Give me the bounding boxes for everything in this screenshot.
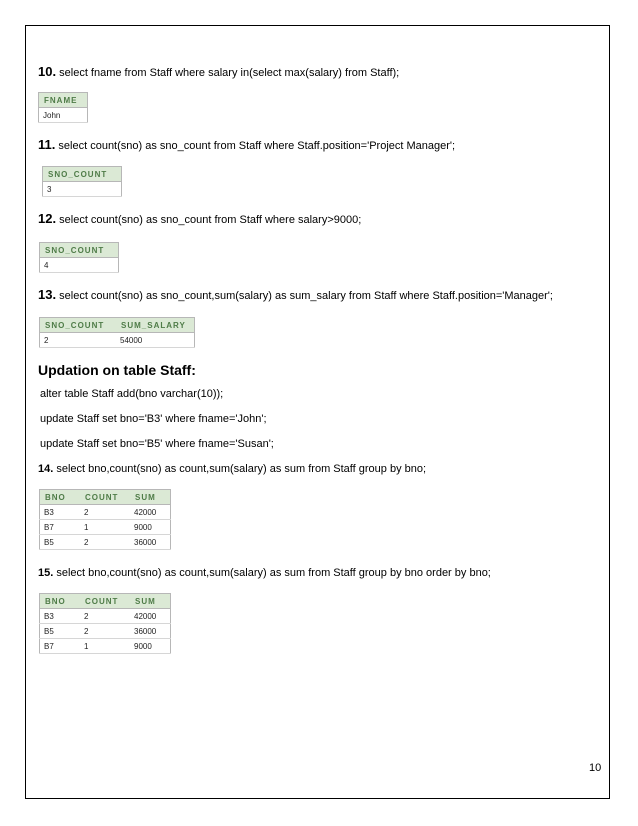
column-header: SNO_COUNT	[40, 318, 117, 333]
query-number: 15.	[38, 567, 54, 579]
sql-statement: update Staff set bno='B3' where fname='John';	[40, 413, 267, 425]
table-cell: 36000	[130, 624, 171, 639]
query-text: select count(sno) as sno_count from Staff where Staff.position='Project Manager';	[55, 140, 456, 152]
column-header: SNO_COUNT	[43, 167, 122, 182]
sql-statement: update Staff set bno='B5' where fname='Susan';	[40, 438, 274, 450]
table-row	[40, 639, 171, 654]
table-row	[40, 258, 119, 273]
result-table-15	[39, 593, 171, 654]
column-header: SUM	[130, 490, 171, 505]
table-cell: John	[39, 108, 88, 123]
query-text: select count(sno) as sno_count from Staff where salary>9000;	[56, 214, 362, 226]
table-cell: 42000	[130, 505, 171, 520]
table-cell: 36000	[130, 535, 171, 550]
table-cell: B5	[40, 624, 81, 639]
column-header: BNO	[40, 594, 81, 609]
result-table-11	[42, 166, 122, 197]
table-cell: B5	[40, 535, 81, 550]
table-row	[43, 182, 122, 197]
table-cell: 9000	[130, 639, 171, 654]
table-cell: B3	[40, 609, 81, 624]
table-row	[40, 609, 171, 624]
table-cell: 54000	[116, 333, 195, 348]
query-number: 13.	[38, 287, 57, 302]
query-13	[38, 287, 553, 302]
section-heading: Updation on table Staff:	[38, 362, 196, 378]
table-cell: B7	[40, 520, 81, 535]
table-cell: 42000	[130, 609, 171, 624]
table-row	[40, 505, 171, 520]
page-number: 10	[589, 762, 602, 774]
table-row	[40, 624, 171, 639]
table-cell: 2	[80, 624, 130, 639]
query-text: select fname from Staff where salary in(select max(salary) from Staff);	[56, 67, 400, 79]
result-table-13	[39, 317, 195, 348]
query-number: 14.	[38, 463, 54, 475]
table-cell: 2	[40, 333, 117, 348]
table-cell: 2	[80, 609, 130, 624]
column-header: COUNT	[80, 594, 130, 609]
column-header: COUNT	[80, 490, 130, 505]
query-text: select count(sno) as sno_count,sum(salary) as sum_salary from Staff where Staff.position='Manager';	[56, 290, 553, 302]
table-cell: 2	[80, 535, 130, 550]
table-row	[40, 535, 171, 550]
table-cell: B3	[40, 505, 81, 520]
result-table-12	[39, 242, 119, 273]
query-text: select bno,count(sno) as count,sum(salary) as sum from Staff group by bno;	[53, 463, 427, 475]
query-number: 11.	[38, 137, 56, 152]
table-cell: 3	[43, 182, 122, 197]
table-cell: 2	[80, 505, 130, 520]
table-cell: 9000	[130, 520, 171, 535]
table-row	[40, 520, 171, 535]
query-12	[38, 211, 361, 226]
query-11	[38, 137, 455, 152]
result-table-10	[38, 92, 88, 123]
column-header: SUM	[130, 594, 171, 609]
table-cell: 1	[80, 520, 130, 535]
table-row	[40, 333, 195, 348]
query-text: select bno,count(sno) as count,sum(salary) as sum from Staff group by bno order by bno;	[53, 567, 491, 579]
column-header: FNAME	[39, 93, 88, 108]
table-cell: 4	[40, 258, 119, 273]
query-10	[38, 64, 399, 79]
result-table-14	[39, 489, 171, 550]
table-cell: 1	[80, 639, 130, 654]
query-15	[38, 567, 491, 579]
query-number: 10.	[38, 64, 57, 79]
query-14	[38, 463, 426, 475]
column-header: SNO_COUNT	[40, 243, 119, 258]
table-row	[39, 108, 88, 123]
sql-statement: alter table Staff add(bno varchar(10));	[40, 388, 224, 400]
table-cell: B7	[40, 639, 81, 654]
query-number: 12.	[38, 211, 57, 226]
column-header: BNO	[40, 490, 81, 505]
column-header: SUM_SALARY	[116, 318, 195, 333]
